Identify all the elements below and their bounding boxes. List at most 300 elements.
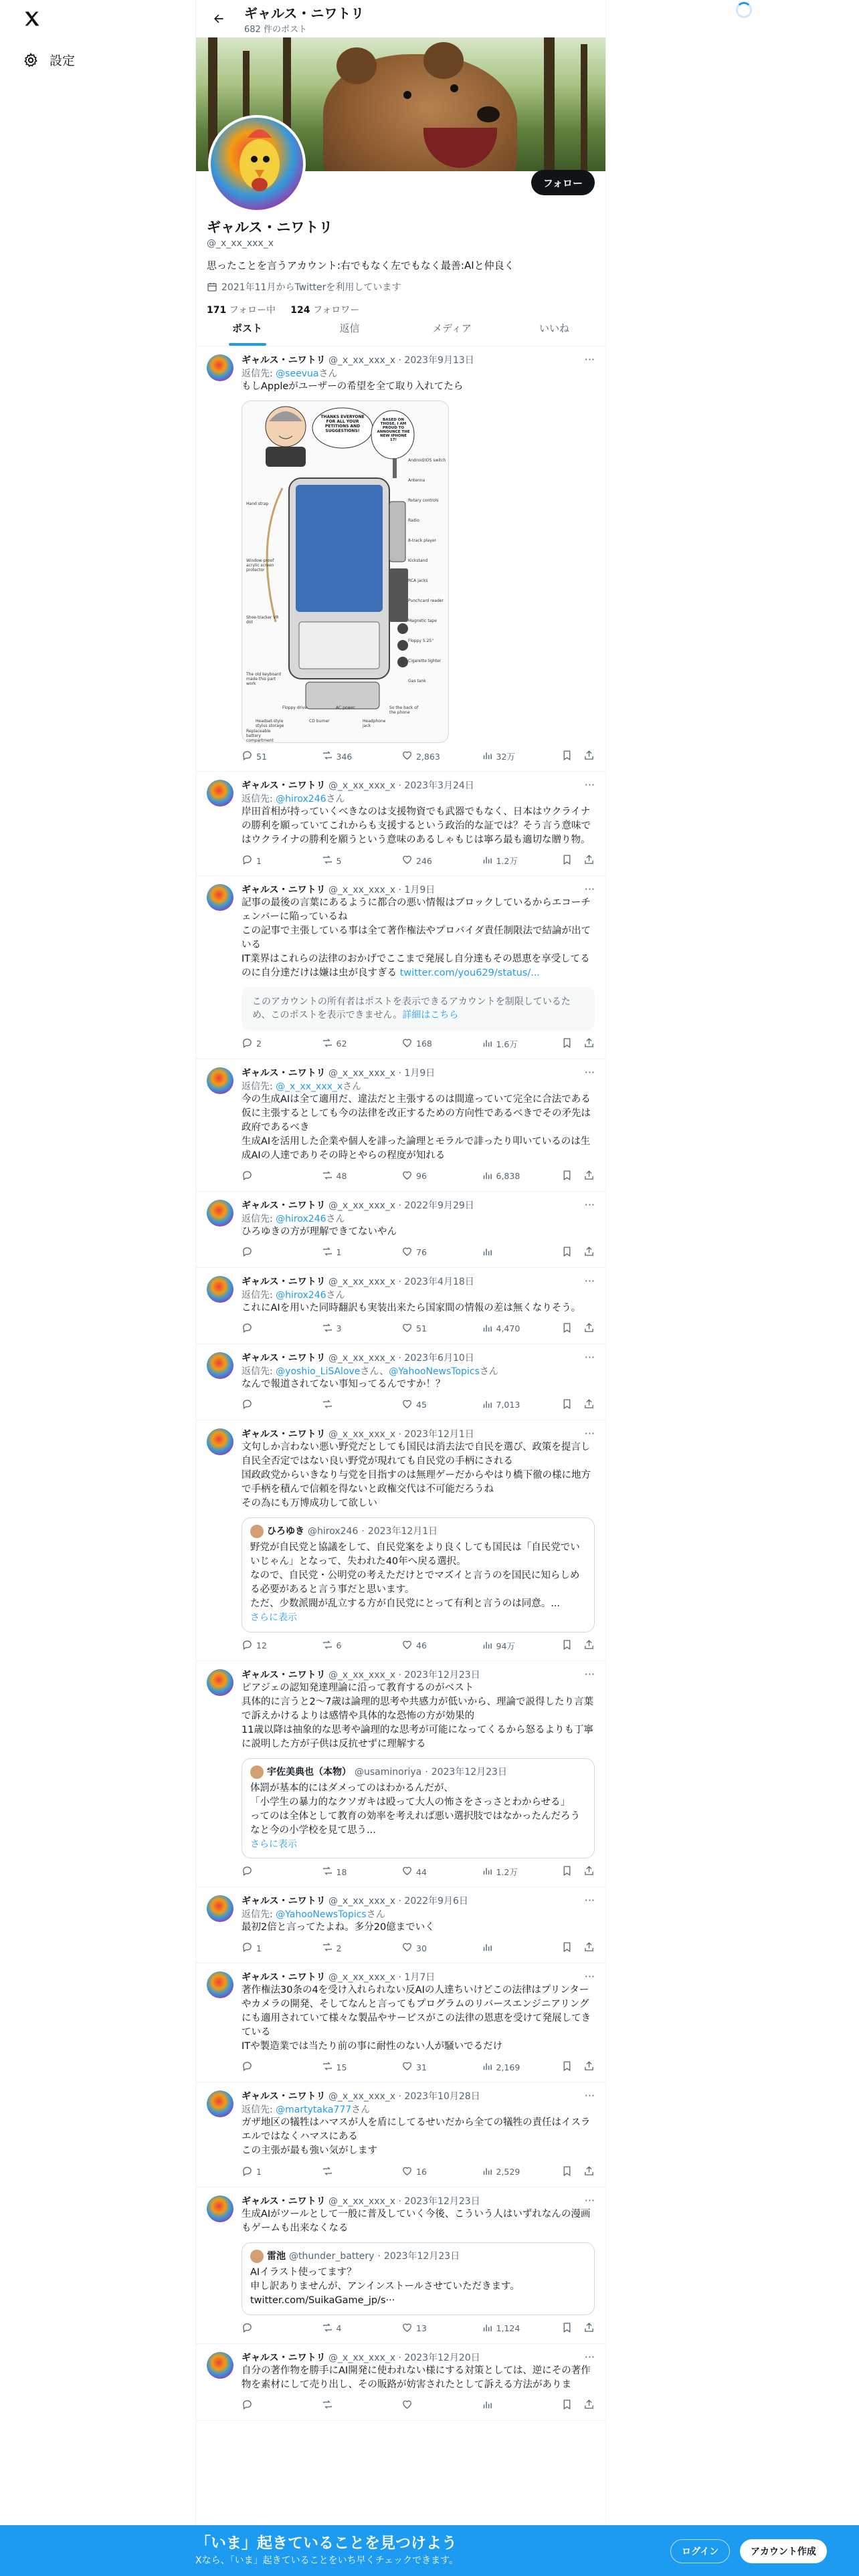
post-avatar[interactable] [207, 1971, 233, 1998]
post-date[interactable]: 2023年12月20日 [404, 2352, 480, 2363]
share-icon[interactable] [583, 1639, 595, 1652]
views-button[interactable]: 6,838 [482, 1170, 522, 1183]
diagram-label: Window-proof acrylic screen protector [246, 558, 274, 573]
post-date[interactable]: 2023年9月13日 [404, 355, 474, 366]
post-avatar[interactable] [207, 884, 233, 911]
post-date[interactable]: 2023年10月28日 [404, 2091, 480, 2103]
heart-icon [401, 2060, 413, 2074]
post-date[interactable]: 2023年12月1日 [404, 1428, 474, 1440]
post-handle: @_x_xx_xxx_x [328, 2352, 396, 2363]
post-author[interactable]: ギャルス・ニワトリ [242, 1067, 326, 1079]
like-button[interactable]: 2,863 [401, 750, 442, 763]
views-button[interactable] [482, 1246, 522, 1259]
post-meta: ギャルス・ニワトリ @_x_xx_xxx_x · 2023年3月24日 [242, 780, 474, 792]
share-icon[interactable] [583, 1246, 595, 1259]
post-date[interactable]: 1月9日 [404, 885, 436, 896]
post-link[interactable]: twitter.com/you629/status/... [399, 968, 541, 979]
like-button[interactable]: 31 [401, 2060, 442, 2074]
share-icon[interactable] [583, 1865, 595, 1879]
timeline [196, 346, 605, 2421]
bookmark-icon[interactable] [561, 1941, 573, 1955]
bookmark-icon[interactable] [561, 1639, 573, 1652]
more-options-icon[interactable]: ··· [584, 2350, 595, 2363]
profile-name: ギャルス・ニワトリ [207, 219, 333, 235]
quote-author: 雷池 [267, 2250, 286, 2262]
bookmark-icon[interactable] [561, 1170, 573, 1183]
post-avatar[interactable] [207, 780, 233, 807]
heart-icon [401, 1398, 413, 1412]
post-author[interactable]: ギャルス・ニワトリ [242, 1276, 326, 1287]
post-date[interactable]: 2023年4月18日 [404, 1276, 474, 1287]
quote-post[interactable] [242, 1517, 595, 1632]
share-icon[interactable] [583, 1170, 595, 1183]
like-button[interactable] [401, 2399, 442, 2412]
reply-mention[interactable]: @seevua [276, 368, 319, 379]
reply-icon [242, 2165, 253, 2179]
bookmark-icon[interactable] [561, 2322, 573, 2335]
learn-more-link[interactable]: 詳細はこちら [402, 1010, 459, 1021]
share-icon[interactable] [583, 2060, 595, 2074]
x-logo-icon[interactable] [17, 4, 47, 33]
post-avatar[interactable] [207, 1276, 233, 1303]
timeline-post[interactable] [196, 1192, 605, 1268]
post-date[interactable]: 1月7日 [404, 1972, 436, 1983]
repost-icon [322, 1398, 333, 1412]
post-actions [242, 1940, 595, 1956]
repost-button[interactable]: 5 [322, 854, 362, 867]
post-text: 著作権法30条の4を受け入れられない反AIの人達ちいけどこの法律はプリンターやカメラの開発、そしてなんと言ってもプログラムのリバースエンジニアリングにも適用されていて様々な製品やサービスがこの法律の恩恵を受けて発展してきている ITや製造業では当たり前の事に耐性のない人が騒いでるだけ [242, 1985, 591, 2052]
post-date[interactable]: 1月9日 [404, 1067, 436, 1079]
left-navigation [0, 0, 195, 2576]
share-icon[interactable] [583, 2322, 595, 2335]
reply-button[interactable] [242, 1322, 282, 1335]
repost-icon [322, 2322, 333, 2335]
reply-button[interactable] [242, 1246, 282, 1259]
gear-icon [23, 52, 39, 68]
timeline-post[interactable] [196, 2082, 605, 2187]
views-button[interactable]: 1,124 [482, 2322, 522, 2335]
repost-button[interactable]: 3 [322, 1322, 362, 1335]
post-author[interactable]: ギャルス・ニワトリ [242, 1200, 326, 1211]
more-options-icon[interactable]: ··· [584, 1667, 595, 1681]
repost-button[interactable]: 346 [322, 750, 362, 763]
post-avatar[interactable] [207, 1895, 233, 1922]
diagram-label: Shoe-tracker VR dot [246, 615, 279, 625]
diagram-label: RCA jacks [408, 578, 428, 584]
bookmark-icon[interactable] [561, 750, 573, 763]
reply-context: 返信先: @hirox246さん [242, 794, 345, 805]
more-options-icon[interactable]: ··· [584, 1894, 595, 1907]
timeline-post[interactable] [196, 772, 605, 876]
post-meta: ギャルス・ニワトリ @_x_xx_xxx_x · 2023年4月18日 [242, 1276, 474, 1287]
more-options-icon[interactable]: ··· [584, 2089, 595, 2103]
post-actions [242, 2164, 595, 2180]
share-icon[interactable] [583, 2399, 595, 2412]
post-actions [242, 1864, 595, 1880]
more-options-icon[interactable]: ··· [584, 778, 595, 792]
post-actions [242, 2321, 595, 2337]
profile-bio: 思ったことを言うアカウント:右でもなく左でもなく最善:AIと仲良く [207, 259, 514, 272]
timeline-post[interactable] [196, 1887, 605, 1963]
heart-icon [401, 1322, 413, 1335]
views-button[interactable]: 2,169 [482, 2060, 522, 2074]
post-text: これにAIを用いた同時翻訳も実装出来たら国家間の情報の差は無くなりそう。 [242, 1302, 581, 1313]
timeline-post[interactable] [196, 1420, 605, 1661]
post-date[interactable]: 2023年12月23日 [404, 1669, 480, 1681]
reply-mention[interactable]: @hirox246 [276, 794, 326, 805]
quote-avatar [250, 2250, 264, 2263]
reply-mention[interactable]: @yoshio_LiSAlove [276, 1366, 361, 1377]
views-icon [482, 1322, 493, 1335]
back-button[interactable] [205, 5, 232, 32]
diagram-label: Replaceable battery compartment [246, 729, 274, 744]
post-text: なんで報道されてない事知ってるんですか！？ [242, 1378, 446, 1390]
timeline-post[interactable] [196, 1059, 605, 1192]
post-author[interactable]: ギャルス・ニワトリ [242, 355, 326, 366]
bookmark-icon[interactable] [561, 1398, 573, 1412]
settings-label: 設定 [50, 53, 76, 68]
post-date[interactable]: 2023年3月24日 [404, 780, 474, 792]
post-actions [242, 853, 595, 869]
post-date[interactable]: 2023年6月10日 [404, 1352, 474, 1364]
post-text: ピアジェの認知発達理論に沿って教育するのがベスト 具体的に言うと2〜7歳は論理的思考や共感力が低いから、理論で説得したり言葉で訴えかけるよりは感情や具体的な恐怖の方が効果的 11歳以降は抽象的な思考や論理的な思考が可能になってくるから怒るよりも丁寧に説明した方が子供は反抗せずに理解する [242, 1682, 593, 1749]
reply-context: 返信先: @hirox246さん [242, 1213, 345, 1224]
timeline-post[interactable] [196, 876, 605, 1059]
views-button[interactable]: 1.2万 [482, 1865, 522, 1879]
bookmark-icon[interactable] [561, 2399, 573, 2412]
post-meta: ギャルス・ニワトリ @_x_xx_xxx_x · 2022年9月6日 [242, 1896, 468, 1907]
post-text: もしAppleがユーザーの希望を全て取り入れてたら [242, 381, 464, 392]
quote-post[interactable] [242, 1758, 595, 1859]
bookmark-icon[interactable] [561, 1037, 573, 1051]
post-actions [242, 1036, 595, 1052]
like-button[interactable]: 13 [401, 2322, 442, 2335]
reply-icon [242, 1398, 253, 1412]
diagram-label: Android/iOS switch [408, 458, 446, 463]
share-icon[interactable] [583, 1037, 595, 1051]
post-actions [242, 748, 595, 764]
repost-icon [322, 750, 333, 763]
settings-link[interactable] [15, 45, 83, 74]
post-handle: @_x_xx_xxx_x [328, 355, 396, 366]
profile-avatar[interactable] [208, 115, 306, 213]
views-button[interactable]: 94万 [482, 1639, 522, 1652]
quote-post[interactable] [242, 2242, 595, 2315]
diagram-label: Radio [408, 518, 419, 524]
views-button[interactable]: 32万 [482, 750, 522, 763]
repost-icon [322, 1246, 333, 1259]
like-button[interactable]: 246 [401, 854, 442, 867]
reply-button[interactable] [242, 1170, 282, 1183]
bookmark-icon[interactable] [561, 1322, 573, 1335]
repost-icon [322, 2399, 333, 2412]
following-label: フォロー中 [229, 305, 276, 316]
tab-likes[interactable]: いいね [539, 322, 569, 334]
diagram-label: AC power [336, 706, 355, 711]
timeline-post[interactable] [196, 1344, 605, 1420]
repost-button[interactable]: 15 [322, 2060, 362, 2074]
restricted-notice: このアカウントの所有者はポストを表示できるアカウントを制限しているため、このポストを表示できません。詳細はこちら [242, 987, 595, 1031]
timeline-post[interactable] [196, 2344, 605, 2421]
timeline-post[interactable] [196, 1963, 605, 2082]
reply-mention[interactable]: @hirox246 [276, 1289, 326, 1301]
profile-header [196, 0, 605, 37]
post-author[interactable]: ギャルス・ニワトリ [242, 1428, 326, 1440]
following-count: 171 [207, 305, 227, 316]
views-button[interactable]: 1.6万 [482, 1037, 522, 1051]
post-author[interactable]: ギャルス・ニワトリ [242, 2352, 326, 2363]
post-avatar[interactable] [207, 1200, 233, 1226]
repost-icon [322, 2165, 333, 2179]
post-handle: @_x_xx_xxx_x [328, 1972, 396, 1983]
more-options-icon[interactable]: ··· [584, 353, 595, 366]
post-meta: ギャルス・ニワトリ @_x_xx_xxx_x · 2023年10月28日 [242, 2091, 480, 2103]
like-button[interactable]: 168 [401, 1037, 442, 1051]
reply-icon [242, 1322, 253, 1335]
post-avatar[interactable] [207, 1428, 233, 1455]
reply-mention[interactable]: @_x_xx_xxx_x [276, 1081, 343, 1092]
repost-button[interactable]: 2 [322, 1941, 362, 1955]
post-meta: ギャルス・ニワトリ @_x_xx_xxx_x · 1月9日 [242, 885, 436, 896]
timeline-post[interactable] [196, 1268, 605, 1344]
post-actions [242, 1397, 595, 1413]
post-actions [242, 1168, 595, 1184]
heart-icon [401, 1246, 413, 1259]
post-handle: @_x_xx_xxx_x [328, 780, 396, 792]
reply-context: 返信先: @YahooNewsTopicsさん [242, 1909, 385, 1921]
post-author[interactable]: ギャルス・ニワトリ [242, 1972, 326, 1983]
heart-icon [401, 2165, 413, 2179]
bookmark-icon[interactable] [561, 2060, 573, 2074]
share-icon[interactable] [583, 1322, 595, 1335]
arrow-left-icon [212, 12, 225, 25]
timeline-post[interactable] [196, 346, 605, 772]
like-button[interactable]: 45 [401, 1398, 442, 1412]
share-icon[interactable] [583, 854, 595, 867]
views-icon [482, 1170, 493, 1183]
followers-count: 124 [290, 305, 310, 316]
share-icon[interactable] [583, 1941, 595, 1955]
quote-handle: @usaminoriya [355, 1766, 422, 1778]
reply-button[interactable]: 12 [242, 1639, 282, 1652]
post-actions [242, 1321, 595, 1337]
more-options-icon[interactable]: ··· [584, 1065, 595, 1079]
more-options-icon[interactable]: ··· [584, 1350, 595, 1364]
diagram-label: So the back of the phone [389, 706, 419, 716]
post-date[interactable]: 2022年9月29日 [404, 1200, 474, 1211]
post-meta: ギャルス・ニワトリ @_x_xx_xxx_x · 2023年12月20日 [242, 2352, 480, 2363]
repost-icon [322, 1639, 333, 1652]
reply-context: 返信先: @_x_xx_xxx_xさん [242, 1081, 362, 1092]
signup-banner-subtitle: Xなら、「いま」起きていることをいち早くチェックできます。 [195, 2555, 459, 2566]
post-handle: @_x_xx_xxx_x [328, 2091, 396, 2103]
views-icon [482, 750, 493, 763]
reply-button[interactable]: 1 [242, 2165, 282, 2179]
post-handle: @_x_xx_xxx_x [328, 2195, 396, 2207]
reply-button[interactable]: 51 [242, 750, 282, 763]
joined-text: 2021年11月からTwitterを利用しています [221, 282, 401, 293]
quote-date: 2023年12月23日 [383, 2250, 460, 2262]
views-button[interactable] [482, 2399, 522, 2412]
views-button[interactable]: 1.2万 [482, 854, 522, 867]
like-button[interactable]: 51 [401, 1322, 442, 1335]
reply-context: 返信先: @martytaka777さん [242, 2105, 371, 2116]
more-options-icon[interactable]: ··· [584, 1426, 595, 1440]
quote-date: 2023年12月1日 [367, 1525, 438, 1537]
more-options-icon[interactable]: ··· [584, 1970, 595, 1983]
share-icon[interactable] [583, 2165, 595, 2179]
bookmark-icon[interactable] [561, 854, 573, 867]
reply-button[interactable] [242, 2322, 282, 2335]
more-options-icon[interactable]: ··· [584, 1198, 595, 1211]
repost-icon [322, 1941, 333, 1955]
quote-avatar [250, 1525, 264, 1538]
repost-button[interactable]: 4 [322, 2322, 362, 2335]
repost-button[interactable]: 18 [322, 1865, 362, 1879]
timeline-post[interactable] [196, 2187, 605, 2344]
quote-author: 宇佐美典也（本物） [267, 1766, 351, 1778]
views-icon [482, 2060, 493, 2074]
tab-posts[interactable]: ポスト [196, 310, 298, 346]
reply-context: 返信先: @yoshio_LiSAloveさん、@YahooNewsTopicsさん [242, 1366, 498, 1377]
like-button[interactable]: 44 [401, 1865, 442, 1879]
reply-icon [242, 2322, 253, 2335]
follow-button[interactable]: フォロー [531, 170, 595, 195]
post-author[interactable]: ギャルス・ニワトリ [242, 885, 326, 896]
diagram-label: Cigarette lighter [408, 659, 442, 664]
post-author[interactable]: ギャルス・ニワトリ [242, 1669, 326, 1681]
more-options-icon[interactable]: ··· [584, 883, 595, 896]
post-handle: @_x_xx_xxx_x [328, 885, 396, 896]
show-more-link[interactable]: さらに表示 [250, 1612, 297, 1624]
signup-banner-title: 「いま」起きていることを見つけよう [195, 2535, 457, 2552]
post-text: 文句しか言わない悪い野党だとしても国民は消去法で自民を選び、政策を提言し自民全否定ではない良い野党が現れても自民党の手柄にされる 国政政党からいきなり与党を目指すのは無理ゲーだからやはり橋下徹の様に地方で手柄を積んで信頼を得ないと政権交代は不可能だろうね その為にも万博成功して欲しい [242, 1441, 591, 1509]
views-icon [482, 854, 493, 867]
tab-media[interactable]: メディア [432, 322, 472, 334]
more-options-icon[interactable]: ··· [584, 2193, 595, 2207]
like-button[interactable]: 76 [401, 1246, 442, 1259]
repost-icon [322, 1037, 333, 1051]
header-post-count: 682 件のポスト [244, 25, 307, 35]
signup-button[interactable]: アカウント作成 [740, 2539, 827, 2563]
views-button[interactable]: 2,529 [482, 2165, 522, 2179]
repost-button[interactable] [322, 2165, 362, 2179]
post-date[interactable]: 2023年12月23日 [404, 2195, 480, 2207]
speech-bubble: THANKS EVERYONE FOR ALL YOUR PETITIONS AND SUGGESTIONS! [320, 415, 365, 434]
reply-button[interactable]: 1 [242, 854, 282, 867]
diagram-label: Antenna [408, 478, 425, 484]
post-author[interactable]: ギャルス・ニワトリ [242, 2195, 326, 2207]
reply-mention[interactable]: @martytaka777 [276, 2105, 352, 2116]
reply-icon [242, 2060, 253, 2074]
views-button[interactable] [482, 1941, 522, 1955]
post-avatar[interactable] [207, 354, 233, 381]
post-avatar[interactable] [207, 1352, 233, 1379]
timeline-post[interactable] [196, 1661, 605, 1888]
post-image[interactable] [242, 401, 449, 743]
quote-header: 雷池 @thunder_battery · 2023年12月23日 [250, 2250, 586, 2263]
login-button[interactable]: ログイン [670, 2539, 730, 2563]
post-meta: ギャルス・ニワトリ @_x_xx_xxx_x · 2023年12月23日 [242, 2195, 480, 2207]
post-actions [242, 1638, 595, 1654]
diagram-label: CD burner [309, 719, 330, 724]
show-more-link[interactable]: さらに表示 [250, 1839, 297, 1850]
reply-mention[interactable]: @hirox246 [276, 1213, 326, 1224]
share-icon[interactable] [583, 1398, 595, 1412]
bookmark-icon[interactable] [561, 1865, 573, 1879]
bear-image [323, 54, 517, 171]
heart-icon [401, 1639, 413, 1652]
header-name: ギャルス・ニワトリ [244, 5, 365, 21]
profile-joined [207, 280, 595, 294]
reply-button[interactable]: 2 [242, 1037, 282, 1051]
reply-button[interactable] [242, 1398, 282, 1412]
quote-author: ひろゆき [267, 1525, 304, 1537]
repost-button[interactable]: 48 [322, 1170, 362, 1183]
like-button[interactable]: 16 [401, 2165, 442, 2179]
post-actions [242, 2059, 595, 2075]
views-icon [482, 1246, 493, 1259]
reply-button[interactable] [242, 1865, 282, 1879]
reply-button[interactable] [242, 2399, 282, 2412]
repost-button[interactable] [322, 2399, 362, 2412]
post-author[interactable]: ギャルス・ニワトリ [242, 780, 326, 792]
like-button[interactable]: 30 [401, 1941, 442, 1955]
reply-button[interactable] [242, 2060, 282, 2074]
profile-tabs [196, 310, 605, 346]
quote-header: ひろゆき @hirox246 · 2023年12月1日 [250, 1525, 586, 1538]
post-avatar[interactable] [207, 2195, 233, 2222]
post-meta: ギャルス・ニワトリ @_x_xx_xxx_x · 2023年12月1日 [242, 1428, 474, 1440]
views-icon [482, 2165, 493, 2179]
reply-mention[interactable]: @YahooNewsTopics [389, 1366, 480, 1377]
repost-button[interactable]: 6 [322, 1639, 362, 1652]
share-icon[interactable] [583, 750, 595, 763]
views-button[interactable]: 7,013 [482, 1398, 522, 1412]
reply-icon [242, 2399, 253, 2412]
repost-button[interactable]: 62 [322, 1037, 362, 1051]
post-author[interactable]: ギャルス・ニワトリ [242, 1352, 326, 1364]
post-avatar[interactable] [207, 1669, 233, 1696]
bookmark-icon[interactable] [561, 2165, 573, 2179]
post-avatar[interactable] [207, 2090, 233, 2117]
like-button[interactable]: 46 [401, 1639, 442, 1652]
post-avatar[interactable] [207, 2352, 233, 2379]
views-button[interactable]: 4,470 [482, 1322, 522, 1335]
reply-context: 返信先: @hirox246さん [242, 1289, 345, 1301]
heart-icon [401, 2322, 413, 2335]
tab-replies[interactable]: 返信 [339, 322, 360, 334]
post-author[interactable]: ギャルス・ニワトリ [242, 2091, 326, 2103]
reply-mention[interactable]: @YahooNewsTopics [276, 1909, 367, 1921]
like-button[interactable]: 96 [401, 1170, 442, 1183]
quote-text: AIイラスト使ってます？ 申し訳ありませんが、アンインストールさせていただきます。 twitter.com/SuikaGame_jp/s··· [250, 2266, 520, 2306]
repost-button[interactable] [322, 1398, 362, 1412]
bookmark-icon[interactable] [561, 1246, 573, 1259]
repost-button[interactable]: 1 [322, 1246, 362, 1259]
more-options-icon[interactable]: ··· [584, 1274, 595, 1287]
post-text: ガザ地区の犠牲はハマスが人を盾にしてるせいだから全ての犠牲の責任はイスラエルではなくハマスにある この主張が最も強い気がします [242, 2117, 591, 2157]
reply-button[interactable]: 1 [242, 1941, 282, 1955]
post-author[interactable]: ギャルス・ニワトリ [242, 1896, 326, 1907]
post-text: 生成AIがツールとして一般に普及していく今後、こういう人はいずれなんの漫画もゲームも出来なくなる [242, 2208, 591, 2234]
post-text: 今の生成AIは全て適用だ、違法だと主張するのは間違っていて完全に合法である 仮に主張するとしても今の法律を改正するための方向性であるべきでその矛先は政府であるべき 生成AIを活用した企業や個人を誹った論理とモラルで誹ったり叩いているのは生成AIの人達でありその時とやらの程度が知れる [242, 1093, 591, 1161]
views-icon [482, 2322, 493, 2335]
profile-handle: @_x_xx_xxx_x [207, 238, 274, 249]
reply-icon [242, 1246, 253, 1259]
post-date[interactable]: 2022年9月6日 [404, 1896, 468, 1907]
post-avatar[interactable] [207, 1067, 233, 1094]
